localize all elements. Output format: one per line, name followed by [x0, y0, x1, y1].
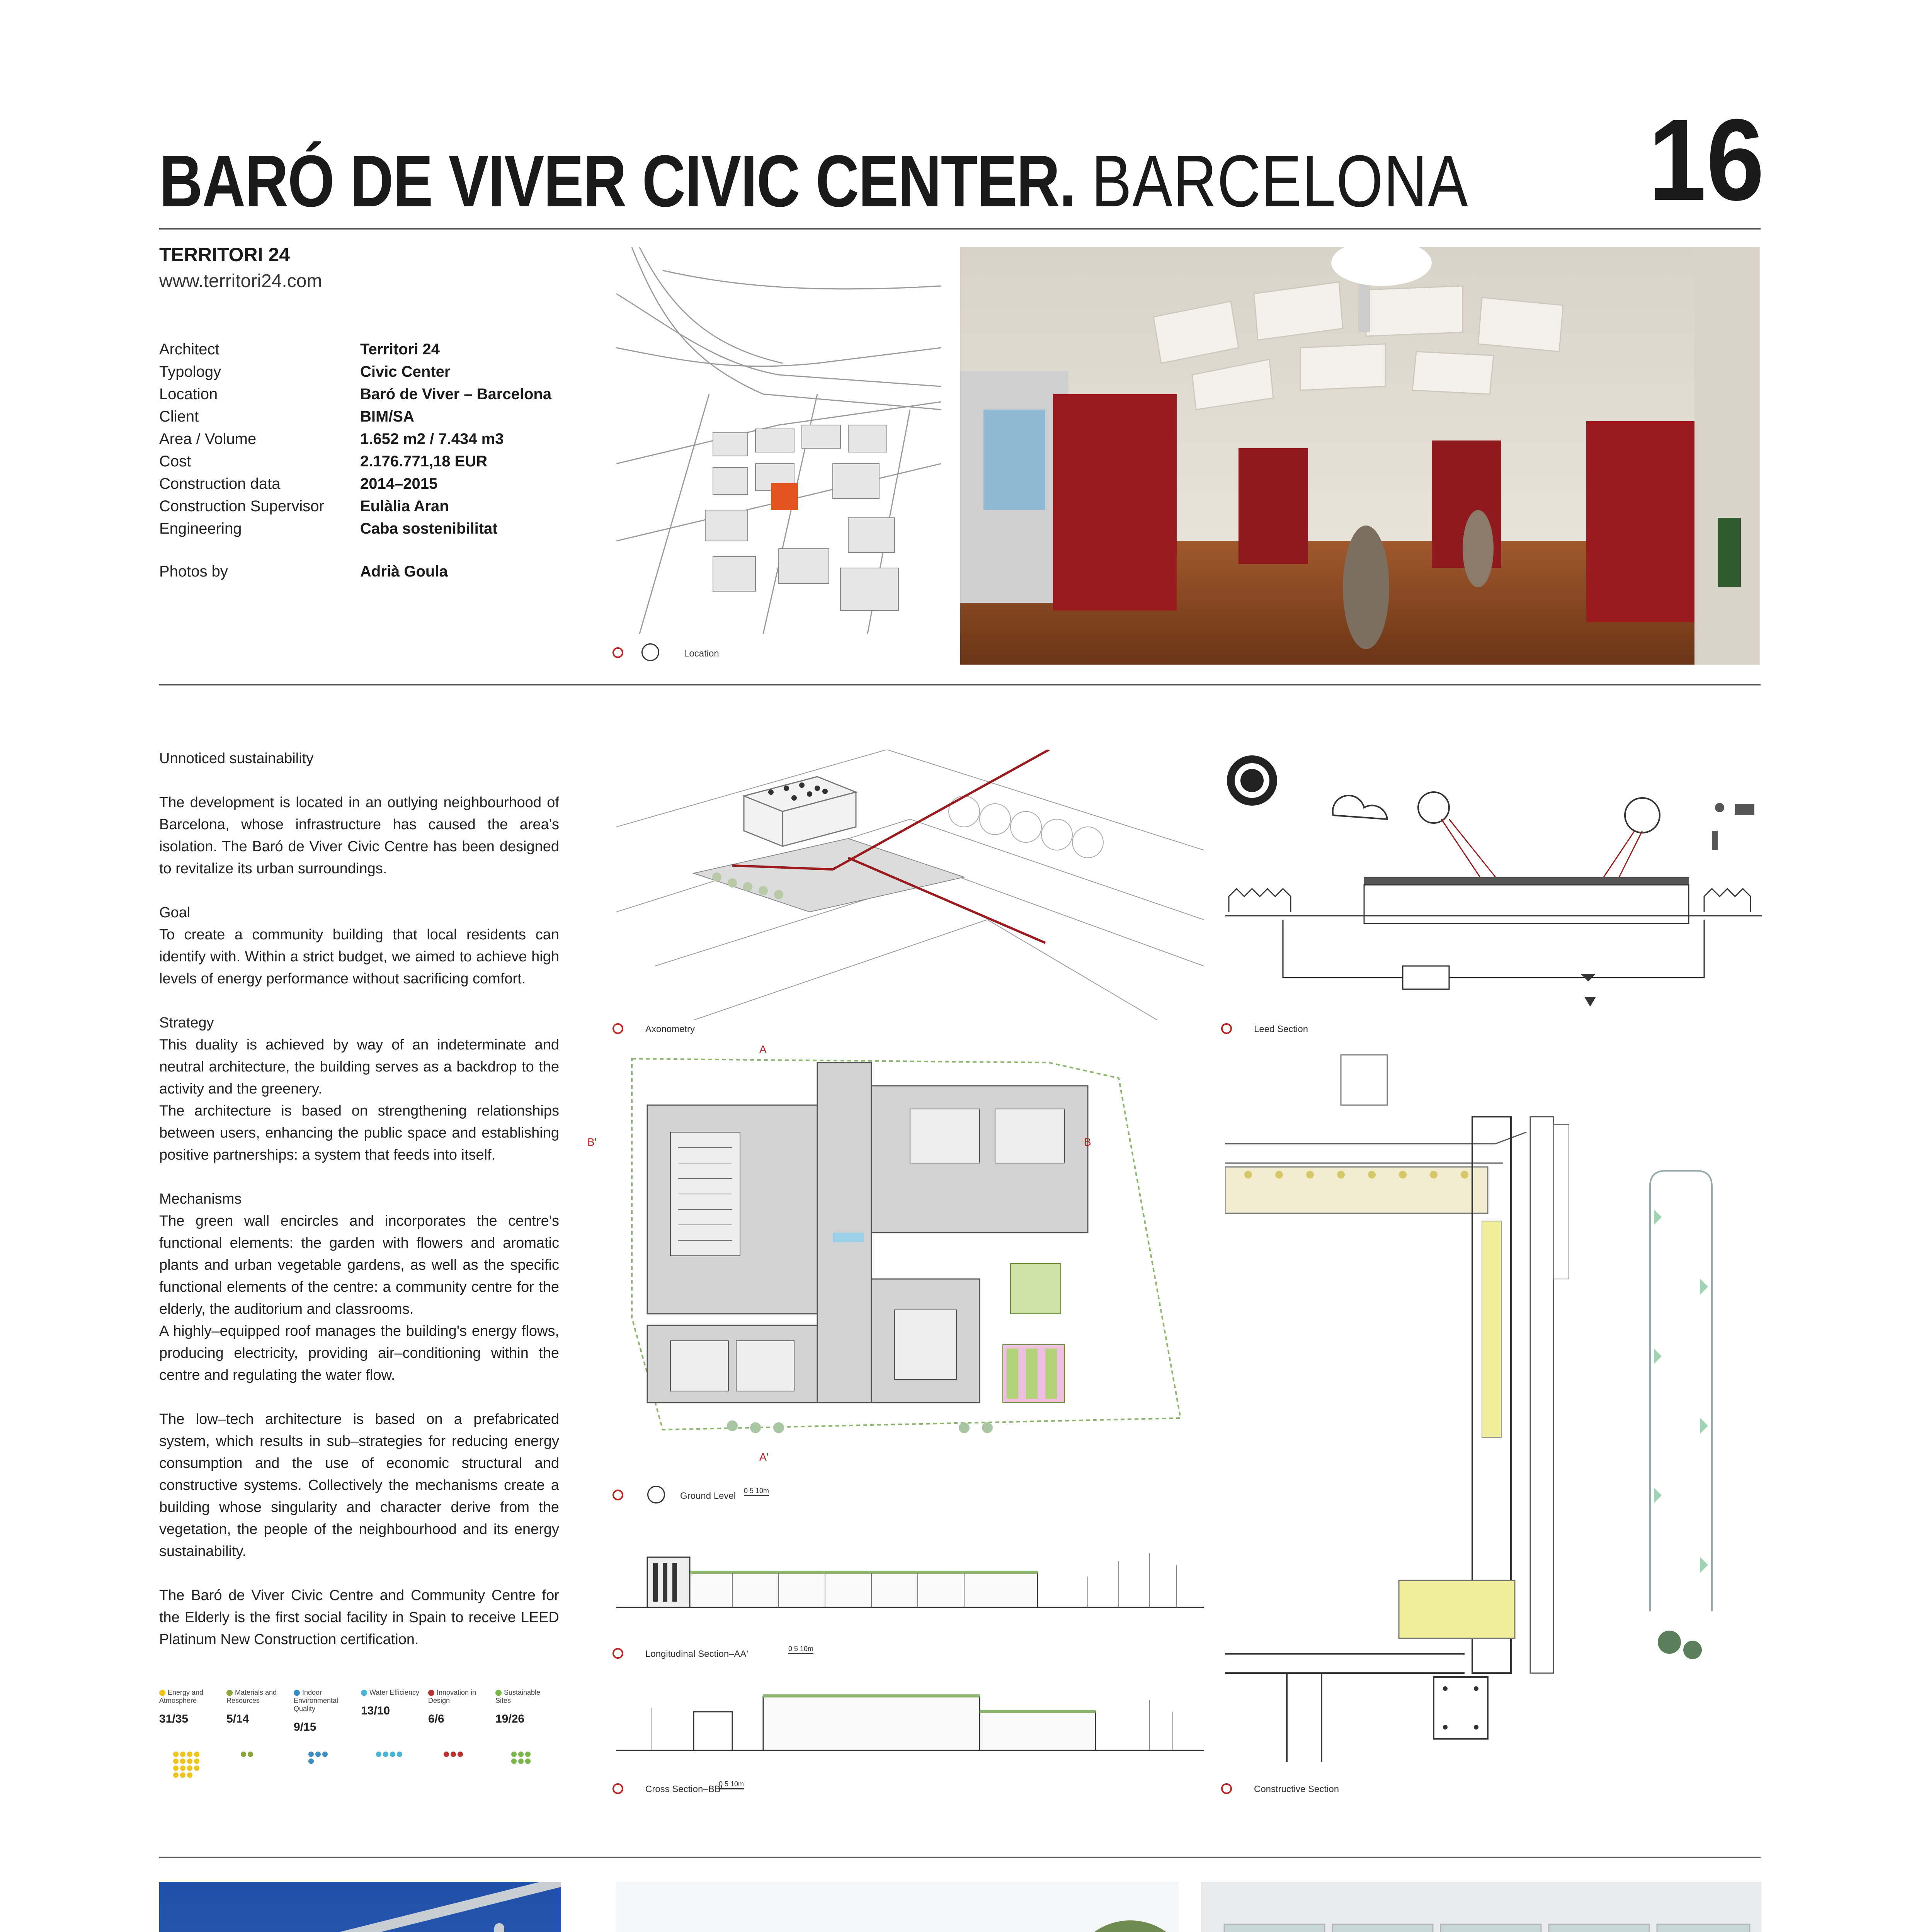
elderly-room-photo [1201, 1882, 1761, 1932]
innovation-dot-icon [428, 1690, 434, 1696]
caption-marker [612, 1490, 623, 1500]
location-map-drawing [616, 247, 941, 634]
leed-dot-matrix [172, 1750, 558, 1789]
caption-marker [1221, 1783, 1232, 1794]
scale-cross: 0 5 10m [719, 1780, 744, 1789]
caption-location: Location [684, 648, 719, 659]
ground-level-plan [616, 1047, 1204, 1445]
caption-marker [612, 647, 623, 658]
heading-strategy: Strategy [159, 1015, 214, 1031]
page-title [159, 139, 1468, 223]
longitudinal-section-drawing [616, 1530, 1204, 1623]
article-body [159, 748, 559, 1673]
indoor-dot-icon [294, 1690, 300, 1696]
heading-goal: Goal [159, 905, 191, 921]
leed-category: Indoor Environmental Quality 9/15 [294, 1689, 339, 1733]
axonometry-image [616, 750, 1204, 1020]
plan-mark-b-right: B [1084, 1136, 1091, 1148]
section-rule-2 [159, 1857, 1761, 1858]
plan-mark-b-left: B' [587, 1136, 597, 1148]
caption-axonometry: Axonometry [645, 1024, 695, 1034]
page-number: 16 [1648, 95, 1764, 224]
firm-website: www.territori24.com [159, 271, 322, 291]
leed-scorecard [159, 1689, 559, 1734]
caption-cross: Cross Section–BB' [645, 1784, 723, 1794]
paragraph-mechanisms-2: A highly–equipped roof manages the building's energy flows, producing electricity, providing air–conditioning within the centre and regulating the water flow. [159, 1323, 559, 1383]
plan-mark-a-top: A [759, 1043, 767, 1055]
pergola-photo [159, 1882, 561, 1932]
caption-constructive: Constructive Section [1254, 1784, 1339, 1794]
interior-photo [960, 247, 1760, 665]
plan-mark-a-bottom: A' [759, 1451, 769, 1463]
pergola-photo-image [159, 1882, 561, 1932]
heading-mechanisms: Mechanisms [159, 1191, 242, 1207]
north-icon [641, 643, 659, 661]
heading-unnoticed: Unnoticed sustainability [159, 750, 314, 767]
caption-marker [612, 1648, 623, 1659]
leed-category: Innovation in Design 6/6 [428, 1689, 476, 1725]
leed-dots-drawing [172, 1750, 558, 1789]
interior-photo-image [960, 247, 1760, 665]
leed-section-image [1225, 750, 1762, 1020]
caption-longitudinal: Longitudinal Section–AA' [645, 1649, 749, 1659]
leed-category: Energy and Atmosphere 31/35 [159, 1689, 204, 1725]
paragraph-leed: The Baró de Viver Civic Centre and Community Centre for the Elderly is the first social facility in Spain to receive LEED Platinum New Construction certification. [159, 1587, 559, 1648]
paragraph-lowtech: The low–tech architecture is based on a prefabricated system, which results in sub–strategies for reducing energy consumption and the use of economic structural and constructive systems. Collectively the mechanisms create a building whose singularity and character derive from the vegetation, the people of the neighbourhood and its energy sustainability. [159, 1411, 559, 1560]
paragraph-goal: To create a community building that local residents can identify with. Within a strict budget, we aimed to achieve high levels of energy performance without sacrificing comfort. [159, 927, 559, 987]
scale-ground: 0 5 10m [744, 1487, 769, 1496]
constructive-section-drawing [1225, 1047, 1762, 1762]
leed-category: Materials and Resources 5/14 [226, 1689, 277, 1725]
firm-name: TERRITORI 24 [159, 244, 290, 265]
leed-section-drawing [1225, 750, 1762, 1020]
photos-by: Photos by Adrià Goula [159, 563, 448, 580]
paragraph-mechanisms-1: The green wall encircles and incorporates the centre's functional elements: the garden with flowers and aromatic plants and urban vegetable gardens, as well as the specific functional elements of the centre: a community centre for the elderly, the auditorium and classrooms. [159, 1213, 559, 1317]
axonometry-drawing [616, 750, 1204, 1020]
caption-marker [612, 1023, 623, 1034]
exterior-photo [616, 1882, 1179, 1932]
elderly-room-photo-image [1201, 1882, 1761, 1932]
sites-dot-icon [495, 1690, 502, 1696]
title-city: BARCELONA [1091, 140, 1469, 222]
exterior-photo-image [616, 1882, 1179, 1932]
leed-category: Sustainable Sites 19/26 [495, 1689, 541, 1725]
longitudinal-section-image [616, 1530, 1204, 1623]
cross-section-drawing [616, 1673, 1204, 1762]
paragraph-strategy-1: This duality is achieved by way of an indeterminate and neutral architecture, the building serves as a backdrop to the activity and the greenery. [159, 1037, 559, 1097]
facts-list: Architect Territori 24 Typology Civic Center Location Baró de Viver – Barcelona Client BIM/SA Area / Volume 1.652 m2 / 7.434 m3 Cost 2.176.771,18 EUR Construction data 2014–2015 Construction Supervisor Eulàlia Aran Engineering Caba sostenibilitat [159, 341, 552, 537]
paragraph-strategy-2: The architecture is based on strengthening relationships between users, enhancing the public space and establishing positive partnerships: a system that feeds into itself. [159, 1103, 559, 1163]
title-bold-part: BARÓ DE VIVER CIVIC CENTER. [159, 140, 1075, 222]
caption-marker [612, 1783, 623, 1794]
scale-longitudinal: 0 5 10m [788, 1645, 813, 1654]
section-rule-1 [159, 684, 1761, 685]
caption-leed-section: Leed Section [1254, 1024, 1308, 1034]
location-map [616, 247, 941, 634]
site-highlight [771, 483, 798, 510]
caption-ground-level: Ground Level [680, 1491, 736, 1501]
water-dot-icon [361, 1690, 367, 1696]
header-rule [159, 228, 1761, 230]
north-icon [647, 1486, 665, 1503]
materials-dot-icon [226, 1690, 233, 1696]
ground-plan-image [616, 1047, 1204, 1445]
constructive-section-image [1225, 1047, 1762, 1762]
cross-section-image [616, 1673, 1204, 1762]
paragraph-intro: The development is located in an outlying neighbourhood of Barcelona, whose infrastructure has caused the area's isolation. The Baró de Viver Civic Centre has been designed to revitalize its urban surroundings. [159, 794, 559, 877]
energy-dot-icon [159, 1690, 165, 1696]
caption-marker [1221, 1023, 1232, 1034]
leed-category: Water Efficiency 13/10 [361, 1689, 420, 1717]
